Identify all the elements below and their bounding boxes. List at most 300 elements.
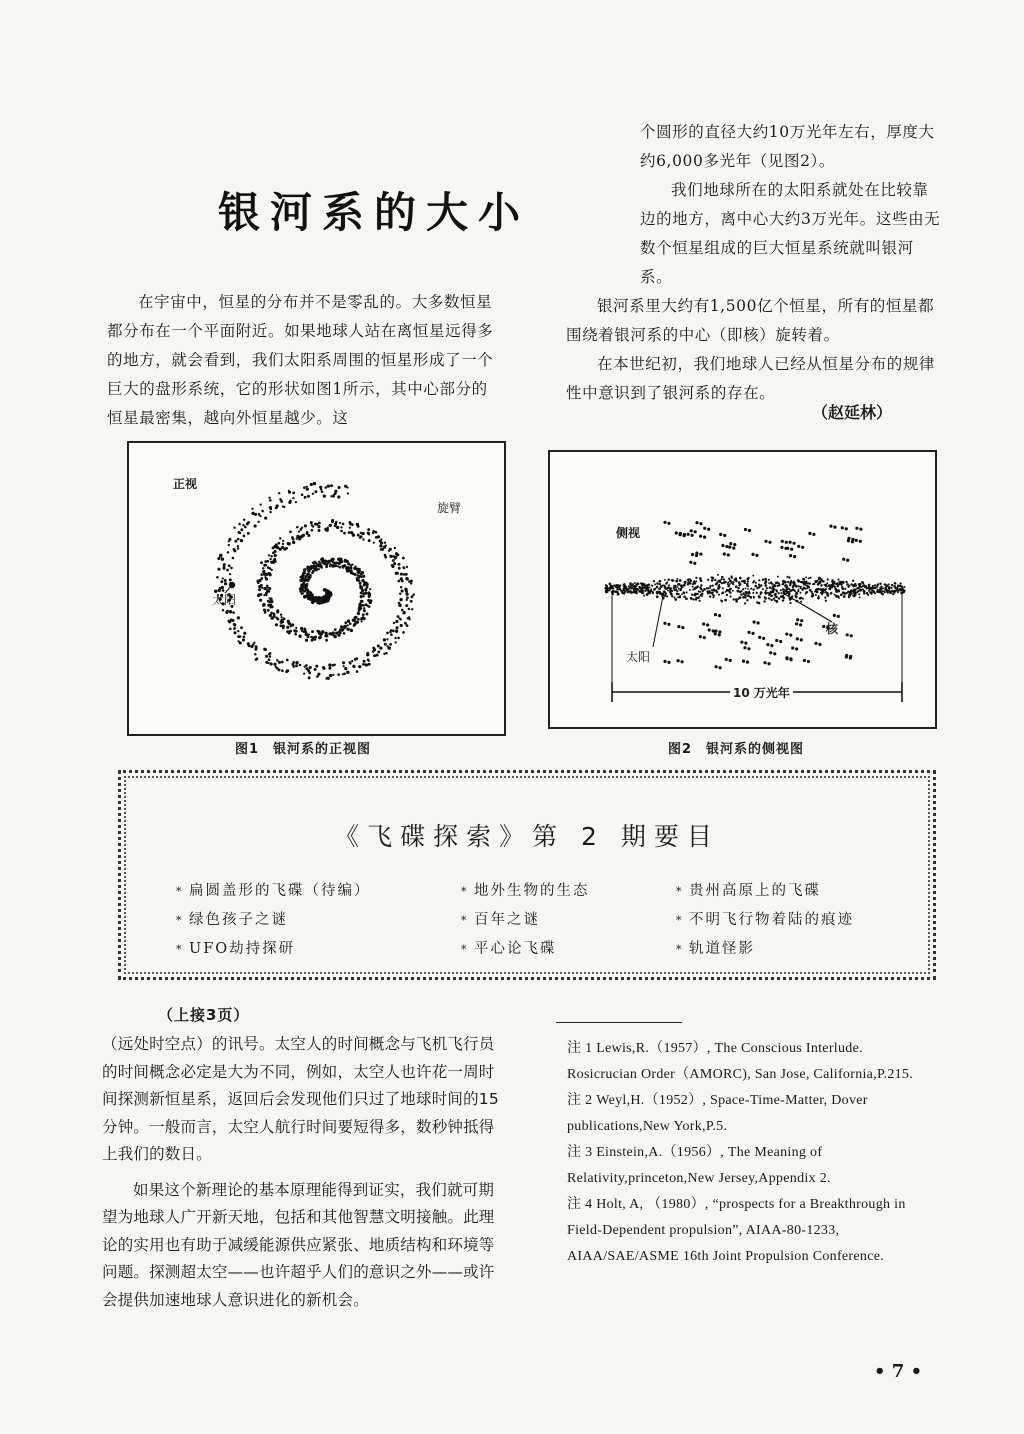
halo-star-dot [714,629,717,632]
disc-star-dot [739,591,741,593]
spiral-star-dot [230,619,233,622]
spiral-star-dot [359,582,362,585]
disc-star-dot [802,589,804,591]
disc-star-dot [874,584,876,586]
disc-star-dot [752,588,754,590]
disc-star-dot [706,590,708,592]
halo-star-dot [694,530,697,533]
spiral-star-dot [288,490,290,492]
halo-star-dot [799,623,802,626]
spiral-star-dot [237,545,239,547]
spiral-star-dot [243,518,245,520]
spiral-star-dot [264,648,267,651]
spiral-star-dot [295,627,297,629]
disc-star-dot [711,589,713,591]
disc-star-dot [766,587,768,589]
disc-star-dot [763,600,765,602]
spiral-star-dot [233,549,236,552]
spiral-star-dot [344,668,346,670]
halo-star-dot [667,661,670,664]
disc-star-dot [753,580,755,582]
disc-star-dot [607,587,609,589]
spiral-star-dot [247,521,250,524]
halo-star-dot [851,538,854,541]
disc-star-dot [677,586,679,588]
spiral-star-dot [295,664,298,667]
spiral-star-dot [340,526,342,528]
disc-star-dot [605,590,608,593]
halo-star-dot [789,554,792,557]
disc-star-dot [792,586,794,588]
spiral-star-dot [286,626,289,629]
disc-star-dot [868,590,870,592]
spiral-star-dot [325,639,328,642]
halo-star-dot [732,547,735,550]
spiral-star-dot [394,555,397,558]
spiral-star-dot [393,622,395,624]
disc-star-dot [667,578,669,580]
spiral-star-dot [228,564,231,567]
spiral-star-dot [222,609,224,611]
disc-star-dot [674,589,676,591]
spiral-star-dot [237,630,239,632]
disc-star-dot [742,596,745,599]
disc-star-dot [695,577,697,579]
spiral-star-dot [405,577,408,580]
spiral-star-dot [340,560,343,563]
disc-star-dot [777,576,779,578]
spiral-star-dot [365,589,368,592]
spiral-star-dot [330,484,333,487]
disc-star-dot [750,588,752,590]
spiral-star-dot [221,558,224,561]
disc-star-dot [671,595,673,597]
disc-star-dot [866,592,869,595]
spiral-star-dot [279,498,282,501]
disc-star-dot [771,599,773,601]
spiral-star-dot [342,673,344,675]
halo-star-dot [780,546,783,549]
disc-star-dot [789,592,791,594]
halo-star-dot [785,633,788,636]
spiral-star-dot [295,661,298,664]
toc-item: * 扁圆盖形的飞碟（待编） [176,877,371,906]
spiral-star-dot [274,545,277,548]
disc-star-dot [808,586,810,588]
halo-star-dot [789,541,792,544]
disc-star-dot [683,592,685,594]
disc-star-dot [894,582,897,585]
spiral-star-dot [251,508,253,510]
halo-star-dot [714,613,717,616]
halo-star-dot [795,647,798,650]
spiral-star-dot [285,670,288,673]
disc-star-dot [811,591,813,593]
spiral-star-dot [377,535,380,538]
disc-star-dot [683,595,686,598]
spiral-star-dot [292,541,295,544]
halo-star-dot [702,622,705,625]
spiral-star-dot [229,573,231,575]
spiral-star-dot [372,650,375,653]
disc-star-dot [659,580,662,583]
disc-star-dot [651,585,653,587]
spiral-star-dot [335,632,338,635]
spiral-star-dot [304,568,306,570]
disc-star-dot [712,584,714,586]
disc-star-dot [682,584,684,586]
disc-star-dot [815,594,817,596]
disc-star-dot [641,590,644,593]
disc-star-dot [661,594,663,596]
spiral-star-dot [361,579,364,582]
disc-star-dot [826,592,829,595]
spiral-star-dot [334,564,337,567]
disc-star-dot [731,581,734,584]
spiral-star-dot [237,640,239,642]
disc-star-dot [794,590,796,592]
disc-star-dot [723,578,725,580]
spiral-star-dot [357,534,360,537]
spiral-star-dot [324,632,327,635]
halo-star-dot [699,553,702,556]
halo-star-dot [725,545,728,548]
disc-star-dot [800,592,802,594]
disc-star-dot [654,588,656,590]
disc-star-dot [876,585,878,587]
disc-star-dot [840,593,843,596]
disc-star-dot [619,587,621,589]
disc-star-dot [775,589,777,591]
disc-star-dot [707,579,709,581]
disc-star-dot [644,590,646,592]
spiral-star-dot [324,486,327,489]
article-paragraph: 在本世纪初，我们地球人已经从恒星分布的规律性中意识到了银河系的存在。 [566,355,936,402]
disc-star-dot [857,590,859,592]
halo-star-dot [822,625,825,628]
spiral-star-dot [219,554,222,557]
disc-star-dot [756,587,758,589]
disc-star-dot [868,585,870,587]
halo-star-dot [718,630,721,633]
disc-star-dot [844,588,846,590]
disc-star-dot [668,584,670,586]
disc-star-dot [758,579,760,581]
halo-star-dot [699,535,702,538]
halo-star-dot [727,553,730,556]
halo-star-dot [758,636,761,639]
spiral-star-dot [260,577,263,580]
disc-star-dot [890,587,892,589]
spiral-star-dot [262,567,264,569]
disc-star-dot [859,589,861,591]
halo-star-dot [721,544,724,547]
spiral-star-dot [244,526,247,529]
disc-star-dot [879,583,881,585]
disc-star-dot [755,582,757,584]
halo-star-dot [847,537,850,540]
article-paragraph: 银河系里大约有1,500亿个恒星，所有的恒星都围绕着银河系的中心（即核）旋转着。 [566,297,935,344]
disc-star-dot [776,600,778,602]
disc-star-dot [842,591,845,594]
halo-star-dot [747,647,750,650]
spiral-star-dot [292,661,295,664]
sun-pointer [653,591,664,647]
disc-star-dot [669,587,672,590]
disc-star-dot [729,583,731,585]
spiral-star-dot [223,563,226,566]
spiral-star-dot [395,641,397,643]
disc-star-dot [627,591,629,593]
halo-star-dot [723,534,726,537]
disc-star-dot [753,596,755,598]
disc-star-dot [778,597,781,600]
spiral-star-dot [350,629,353,632]
spiral-star-dot [229,610,232,613]
disc-star-dot [656,582,658,584]
halo-star-dot [800,638,803,641]
disc-star-dot [707,587,709,589]
halo-star-dot [769,651,772,654]
spiral-star-dot [368,594,371,597]
halo-star-dot [744,642,747,645]
disc-star-dot [629,591,632,594]
disc-star-dot [764,591,766,593]
disc-star-dot [775,582,778,585]
disc-star-dot [803,583,806,586]
halo-star-dot [715,665,718,668]
disc-star-dot [660,586,662,588]
disc-star-dot [653,580,655,582]
continued-label: （上接3页） [158,1006,250,1024]
disc-star-dot [802,598,804,600]
spiral-star-dot [375,536,377,538]
disc-star-dot [714,579,716,581]
toc-item: * UFO劫持探研 [176,935,371,964]
disc-star-dot [897,585,900,588]
disc-star-dot [722,591,725,594]
disc-star-dot [615,585,618,588]
spiral-star-dot [404,588,407,591]
spiral-star-dot [360,576,363,579]
spiral-star-dot [313,482,316,485]
toc-item: * 轨道怪影 [676,935,854,964]
disc-star-dot [881,593,884,596]
spiral-star-dot [310,521,313,524]
spiral-star-dot [306,531,309,534]
spiral-star-dot [298,530,300,532]
disc-star-dot [623,592,625,594]
spiral-star-dot [369,601,372,604]
halo-star-dot [744,528,747,531]
disc-star-dot [716,581,718,583]
disc-star-dot [622,589,624,591]
disc-star-dot [782,588,785,591]
disc-star-dot [832,584,835,587]
disc-star-dot [770,591,772,593]
spiral-star-dot [394,637,396,639]
spiral-star-dot [326,563,329,566]
spiral-star-dot [362,613,365,616]
halo-star-dot [746,661,749,664]
disc-star-dot [685,597,688,600]
spiral-star-dot [402,557,405,560]
spiral-star-dot [309,666,312,669]
halo-star-dot [833,526,836,529]
disc-star-dot [636,592,638,594]
halo-star-dot [833,614,836,617]
disc-star-dot [788,588,790,590]
spiral-star-dot [395,630,398,633]
spiral-star-dot [259,599,262,602]
spiral-star-dot [228,540,230,542]
spiral-star-dot [407,617,409,619]
disc-star-dot [604,587,606,589]
halo-star-dot [707,528,710,531]
disc-star-dot [813,583,815,585]
disc-star-dot [696,593,698,595]
halo-star-dot [691,553,694,556]
spiral-star-dot [280,621,283,624]
spiral-star-dot [395,572,398,575]
disc-star-dot [630,586,632,588]
disc-star-dot [726,594,728,596]
spiral-star-dot [358,665,361,668]
disc-star-dot [746,599,748,601]
spiral-star-dot [277,618,279,620]
spiral-star-dot [311,639,314,642]
spiral-star-dot [277,542,280,545]
spiral-star-dot [286,630,289,633]
disc-star-dot [670,593,673,596]
halo-star-dot [708,628,711,631]
halo-star-dot [803,659,806,662]
disc-star-dot [752,592,754,594]
spiral-star-dot [296,526,299,529]
spiral-star-dot [276,546,279,549]
spiral-star-dot [395,620,398,623]
disc-star-dot [718,594,720,596]
spiral-star-dot [362,595,365,598]
disc-star-dot [742,588,744,590]
disc-star-dot [829,587,831,589]
toc-column [461,877,590,964]
disc-star-dot [675,580,678,583]
halo-star-dot [763,661,766,664]
spiral-star-dot [268,658,271,661]
spiral-star-dot [349,662,352,665]
spiral-star-dot [242,524,244,526]
spiral-star-dot [268,554,270,556]
spiral-star-dot [267,560,270,563]
continued-paragraph: （远处时空点）的讯号。太空人的时间概念与飞机飞行员的时间概念必定是大为不同，例如，太空人也许花一周时间探测新恒星系，返回后会发现他们只过了地球时间的15分钟。一般而言，太空人航行时间要短得多，数秒钟抵得上我们的数日。 [102,1035,499,1163]
halo-star-dot [846,559,849,562]
spiral-star-dot [289,530,292,533]
spiral-star-dot [336,526,339,529]
spiral-star-dot [265,655,268,658]
disc-star-dot [764,582,766,584]
disc-star-dot [741,580,743,582]
disc-star-dot [838,590,840,592]
disc-star-dot [697,597,700,600]
spiral-star-dot [242,638,245,641]
sun-label: 太阳 [212,593,237,607]
spiral-star-dot [383,653,385,655]
disc-star-dot [692,586,694,588]
disc-star-dot [688,581,691,584]
spiral-star-dot [352,665,355,668]
spiral-star-dot [292,492,295,495]
disc-star-dot [701,590,704,593]
disc-star-dot [808,577,810,579]
halo-star-dot [703,536,706,539]
spiral-star-dot [275,506,278,509]
disc-star-dot [711,579,714,582]
spiral-star-dot [369,588,371,590]
halo-star-dot [818,643,821,646]
disc-star-dot [676,590,678,592]
spiral-star-dot [347,619,350,622]
spiral-star-dot [379,544,382,547]
disc-star-dot [641,587,644,590]
disc-star-dot [628,585,630,587]
disc-star-dot [729,595,731,597]
spiral-star-dot [278,492,280,494]
spiral-star-dot [237,538,240,541]
disc-star-dot [795,596,798,599]
spiral-star-dot [339,632,342,635]
disc-star-dot [670,590,672,592]
spiral-star-dot [366,583,369,586]
halo-star-dot [845,654,848,657]
continued-paragraph: 如果这个新理论的基本原理能得到证实，我们就可期望为地球人广开新天地，包括和其他智慧文明接触。此理论的实用也有助于减缓能源供应紧张、地质结构和环境等问题。探测超太空——也许超乎人们的意识之外——或许会提供加速地球人意识进化的新机会。 [102,1180,495,1309]
disc-star-dot [648,587,650,589]
spiral-star-dot [412,593,415,596]
disc-star-dot [665,583,667,585]
disc-star-dot [832,582,834,584]
spiral-star-dot [232,557,235,560]
disc-star-dot [829,584,831,586]
disc-star-dot [778,592,780,594]
spiral-star-dot [334,628,336,630]
halo-star-dot [841,526,844,529]
disc-star-dot [820,592,822,594]
spiral-star-dot [228,544,230,546]
spiral-star-dot [279,624,282,627]
disc-star-dot [872,586,874,588]
spiral-star-dot [384,541,386,543]
disc-star-dot [838,597,840,599]
spiral-star-dot [259,515,261,517]
spiral-star-dot [401,609,404,612]
spiral-star-dot [326,529,329,532]
spiral-star-dot [321,560,324,563]
disc-star-dot [788,576,790,578]
disc-star-dot [770,595,773,598]
halo-star-dot [786,547,789,550]
halo-star-dot [845,527,848,530]
spiral-star-dot [318,522,321,525]
spiral-star-dot [305,486,307,488]
spiral-star-dot [343,632,346,635]
disc-star-dot [762,578,764,580]
spiral-star-dot [282,627,285,630]
spiral-star-dot [272,615,275,618]
spiral-star-dot [261,510,264,513]
spiral-star-dot [360,572,363,575]
disc-star-dot [617,593,620,596]
spiral-star-dot [258,588,261,591]
